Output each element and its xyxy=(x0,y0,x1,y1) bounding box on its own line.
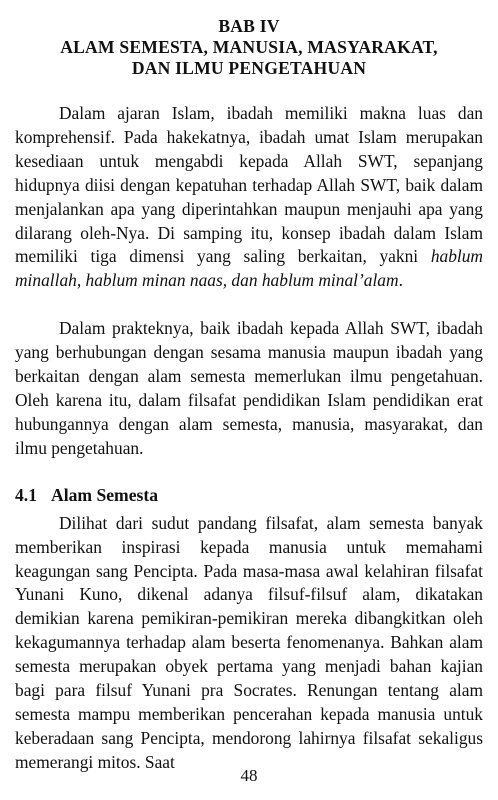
chapter-title-line-1: ALAM SEMESTA, MANUSIA, MASYARAKAT, xyxy=(60,37,438,57)
paragraph-practice xyxy=(15,317,483,460)
paragraph-1-italic-terms: hablum minallah, hablum minan naas, dan hablum minal’alam xyxy=(15,246,483,291)
chapter-heading xyxy=(15,16,483,79)
paragraph-1-end: . xyxy=(398,270,403,291)
paragraph-universe xyxy=(15,512,483,775)
paragraph-islamic-worship xyxy=(15,102,483,293)
section-heading xyxy=(15,484,483,506)
paragraph-1-text: Dalam ajaran Islam, ibadah memiliki makna luas dan komprehensif. Pada hakekatnya, ibadah umat Islam merupakan kesediaan untuk mengabdi kepada Allah SWT, sepanjang hidupnya diisi dengan kepatuhan terhadap Allah SWT, baik dalam menjalankan apa yang diperintahkan maupun menjauhi apa yang dilarang oleh-Nya. Di samping itu, konsep ibadah dalam Islam memiliki tiga dimensi yang saling berkaitan, yakni xyxy=(15,103,483,267)
section-number: 4.1 xyxy=(15,484,37,505)
chapter-number: BAB IV xyxy=(218,16,280,36)
paragraph-3-text: Dilihat dari sudut pandang filsafat, alam semesta banyak memberikan inspirasi kepada manusia untuk memahami keagungan sang Pencipta. Pada masa-masa awal kelahiran filsafat Yunani Kuno, dikenal adanya filsuf-filsuf alam, dikatakan demikian karena pemikiran-pemikiran mereka dibangkitkan oleh kekagumannya terhadap alam beserta fenomenanya. Bahkan alam semesta merupakan obyek pertama yang menjadi bahan kajian bagi para filsuf Yunani pra Socrates. Renungan tentang alam semesta mampu memberikan pencerahan kepada manusia untuk keberadaan sang Pencipta, mendorong lahirnya filsafat sekaligus memerangi mitos. Saat xyxy=(15,512,483,772)
chapter-title-line-2: DAN ILMU PENGETAHUAN xyxy=(131,58,367,78)
page-number: 48 xyxy=(240,766,258,785)
section-title: Alam Semesta xyxy=(51,484,159,505)
book-page xyxy=(15,16,483,775)
paragraph-2-text: Dalam prakteknya, baik ibadah kepada Allah SWT, ibadah yang berhubungan dengan sesama manusia maupun ibadah yang berkaitan dengan alam semesta memerlukan ilmu pengetahuan. Oleh karena itu, dalam filsafat pendidikan Islam pendidikan erat hubungannya dengan alam semesta, manusia, masyarakat, dan ilmu pengetahuan. xyxy=(15,318,483,458)
